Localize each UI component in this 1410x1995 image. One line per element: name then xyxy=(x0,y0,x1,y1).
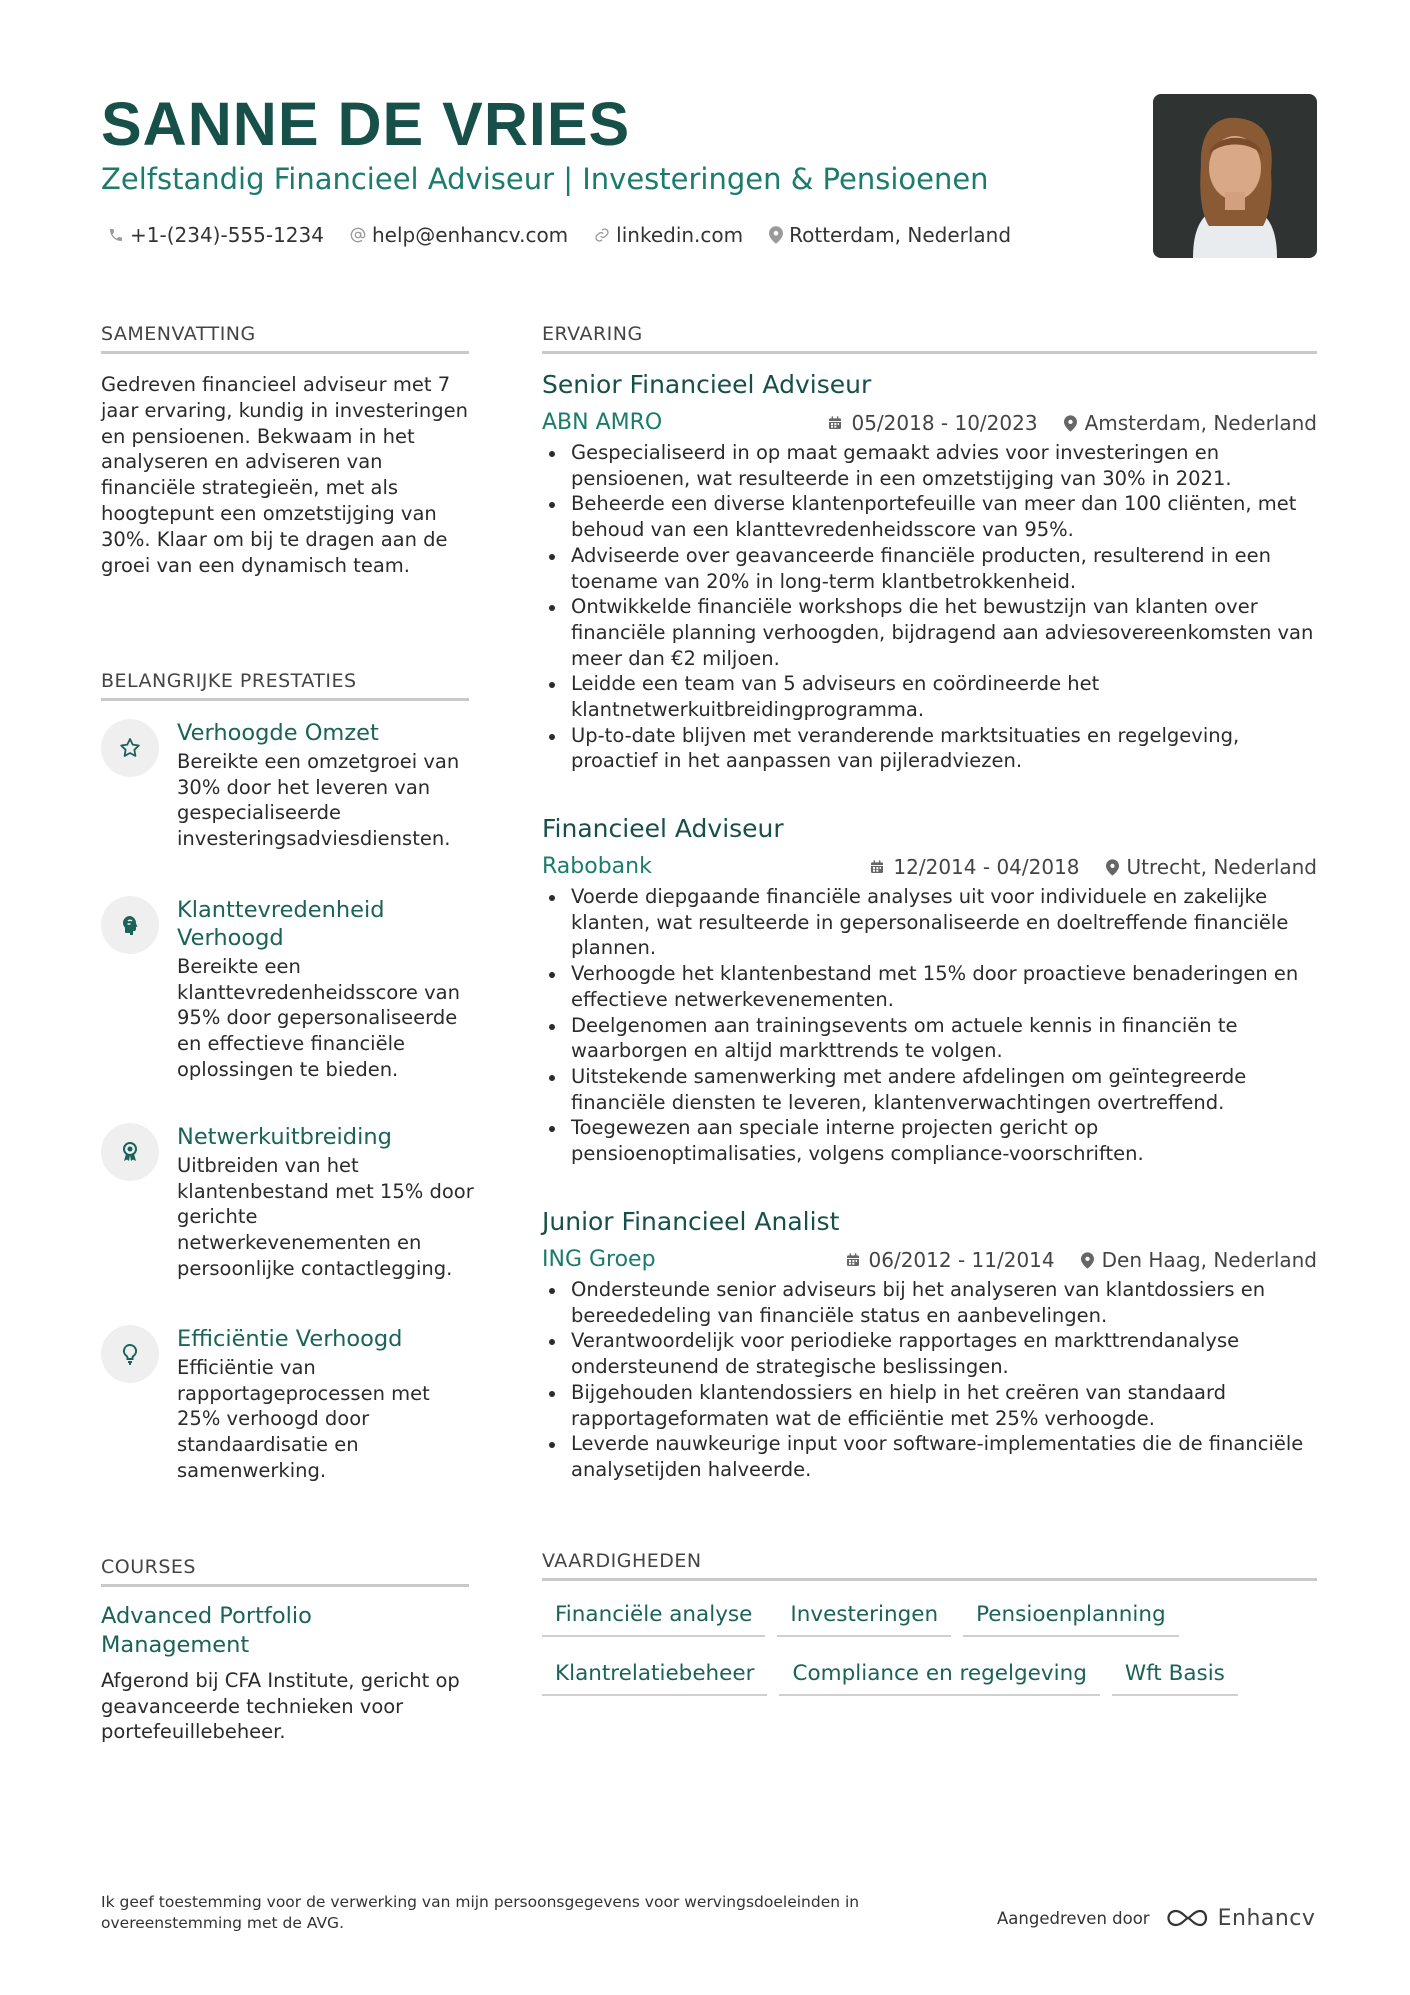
achievement-body xyxy=(177,896,477,1083)
email-text: help@enhancv.com xyxy=(371,223,569,247)
job-dates-text: 05/2018 - 10/2023 xyxy=(851,411,1038,435)
achievement-icon-wrap xyxy=(101,1325,159,1383)
job-dates xyxy=(845,1245,1055,1275)
contact-location xyxy=(769,223,1011,247)
calendar-icon xyxy=(869,859,885,875)
at-icon xyxy=(350,227,366,243)
job-location xyxy=(1064,408,1317,438)
achievement-title: Klanttevredenheid Verhoogd xyxy=(177,897,385,951)
job-bullet: Uitstekende samenwerking met andere afdelingen om geïntegreerde financiële diensten te leveren, klantenverwachtingen overtreffend. xyxy=(542,1064,1317,1115)
profile-photo xyxy=(1153,94,1317,258)
brain-icon xyxy=(118,913,142,937)
enhancv-brand: Enhancv xyxy=(1217,1905,1316,1931)
award-icon xyxy=(118,1140,142,1164)
job-location-text: Utrecht, Nederland xyxy=(1126,855,1317,879)
powered-by-label: Aangedreven door xyxy=(997,1908,1150,1928)
job-entry xyxy=(542,814,1317,1167)
job-bullet: Ondersteunde senior adviseurs bij het analyseren van klantdossiers en bereededeling van financiële status en aanbevelingen. xyxy=(542,1277,1317,1328)
skills-row xyxy=(542,1597,1317,1637)
skill-tag: Compliance en regelgeving xyxy=(779,1656,1099,1696)
enhancv-logo-icon xyxy=(1162,1905,1212,1931)
contact-linkedin[interactable] xyxy=(594,223,743,247)
consent-text: Ik geef toestemming voor de verwerking van mijn persoonsgegevens voor wervingsdoeleinden in overeenstemming met de AVG. xyxy=(101,1893,860,1932)
achievement-title: Efficiëntie Verhoogd xyxy=(177,1326,403,1352)
achievement-icon-wrap xyxy=(101,1123,159,1181)
job-dates-text: 06/2012 - 11/2014 xyxy=(868,1248,1055,1272)
skills-heading: VAARDIGHEDEN xyxy=(542,1549,1317,1581)
job-details xyxy=(869,852,1317,882)
phone-text: +1-(234)-555-1234 xyxy=(130,223,324,247)
job-title: Junior Financieel Analist xyxy=(542,1207,840,1236)
contact-phone xyxy=(108,223,324,247)
job-entry xyxy=(542,370,1317,774)
candidate-name: SANNE DE VRIES xyxy=(101,90,631,158)
job-bullet: Voerde diepgaande financiële analyses uit voor individuele en zakelijke klanten, wat resulteerde in gepersonaliseerde en doeltreffende financiële plannen. xyxy=(542,884,1317,961)
job-bullet: Verantwoordelijk voor periodieke rapportages en markttrendanalyse ondersteunend de strategische beslissingen. xyxy=(542,1328,1317,1379)
calendar-icon xyxy=(827,415,843,431)
link-icon xyxy=(594,227,610,243)
powered-by[interactable] xyxy=(997,1905,1315,1931)
candidate-title: Zelfstandig Financieel Adviseur | Investeringen & Pensioenen xyxy=(101,162,989,196)
job-bullet: Deelgenomen aan trainingsevents om actuele kennis in financiën te waarborgen en altijd markttrends te volgen. xyxy=(542,1013,1317,1064)
job-meta xyxy=(542,1245,1317,1275)
job-details xyxy=(827,408,1317,438)
skill-tag: Klantrelatiebeheer xyxy=(542,1656,767,1696)
job-title: Senior Financieel Adviseur xyxy=(542,370,872,399)
job-bullet: Leidde een team van 5 adviseurs en coördineerde het klantnetwerkuitbreidingprogramma. xyxy=(542,671,1317,722)
achievement-desc: Efficiëntie van rapportageprocessen met 25% verhoogd door standaardisatie en samenwerking. xyxy=(177,1356,430,1482)
skill-tag: Wft Basis xyxy=(1112,1656,1238,1696)
job-bullet: Beheerde een diverse klantenportefeuille van meer dan 100 cliënten, met behoud van een klanttevredenheidsscore van 95%. xyxy=(542,491,1317,542)
job-title: Financieel Adviseur xyxy=(542,814,784,843)
achievement-body xyxy=(177,1123,477,1282)
job-dates xyxy=(869,852,1079,882)
achievement-desc: Bereikte een omzetgroei van 30% door het leveren van gespecialiseerde investeringsadviesdiensten. xyxy=(177,750,460,851)
achievement-icon-wrap xyxy=(101,719,159,777)
lightbulb-icon xyxy=(118,1342,142,1366)
job-entry xyxy=(542,1207,1317,1483)
course-title: Advanced Portfolio Management xyxy=(101,1603,312,1658)
skill-tag: Financiële analyse xyxy=(542,1597,765,1637)
contact-bar xyxy=(108,220,1037,250)
job-bullet: Toegewezen aan speciale interne projecten gericht op pensioenoptimalisaties, volgens compliance-voorschriften. xyxy=(542,1115,1317,1166)
job-bullet: Leverde nauwkeurige input voor software-implementaties die de financiële analysetijden halveerde. xyxy=(542,1431,1317,1482)
job-bullet: Bijgehouden klantendossiers en hielp in het creëren van standaard rapportageformaten wat de efficiëntie met 25% verhoogde. xyxy=(542,1380,1317,1431)
job-bullets xyxy=(542,440,1317,774)
location-pin-icon xyxy=(1106,859,1119,876)
achievement-body xyxy=(177,1325,477,1484)
job-company: ING Groep xyxy=(542,1247,656,1272)
skills-list xyxy=(542,1597,1317,1715)
achievement-title: Verhoogde Omzet xyxy=(177,720,379,746)
location-pin-icon xyxy=(769,226,783,244)
star-icon xyxy=(118,736,142,760)
job-location xyxy=(1081,1245,1317,1275)
job-location-text: Den Haag, Nederland xyxy=(1101,1248,1317,1272)
location-text: Rotterdam, Nederland xyxy=(789,223,1012,247)
job-location xyxy=(1106,852,1317,882)
location-pin-icon xyxy=(1081,1252,1094,1269)
job-bullet: Up-to-date blijven met veranderende marktsituaties en regelgeving, proactief in het aanpassen van pijleradviezen. xyxy=(542,723,1317,774)
phone-icon xyxy=(108,227,124,243)
course-desc: Afgerond bij CFA Institute, gericht op geavanceerde technieken voor portefeuillebeheer. xyxy=(101,1669,460,1744)
job-details xyxy=(845,1245,1317,1275)
summary-text: Gedreven financieel adviseur met 7 jaar ervaring, kundig in investeringen en pensioenen. Bekwaam in het analyseren en adviseren van financiële strategieën, met als hoogtepunt een omzetstijging van 30%. Klaar om bij te dragen aan de groei van een dynamisch team. xyxy=(101,373,469,577)
job-bullet: Gespecialiseerd in op maat gemaakt advies voor investeringen en pensioenen, wat resulteerde in een omzetstijging van 30% in 2021. xyxy=(542,440,1317,491)
job-meta xyxy=(542,408,1317,438)
achievements-heading: BELANGRIJKE PRESTATIES xyxy=(101,669,469,701)
achievement-desc: Uitbreiden van het klantenbestand met 15% door gerichte netwerkevenementen en persoonlijke contactlegging. xyxy=(177,1154,474,1280)
job-bullets xyxy=(542,1277,1317,1483)
achievement-desc: Bereikte een klanttevredenheidsscore van 95% door gepersonaliseerde en effectieve financiële oplossingen te bieden. xyxy=(177,955,460,1081)
skills-row xyxy=(542,1656,1317,1696)
courses-heading: COURSES xyxy=(101,1555,469,1587)
skill-tag: Investeringen xyxy=(777,1597,951,1637)
achievement-icon-wrap xyxy=(101,896,159,954)
summary-heading: SAMENVATTING xyxy=(101,322,469,354)
job-bullet: Verhoogde het klantenbestand met 15% door proactieve benaderingen en effectieve netwerkevenementen. xyxy=(542,961,1317,1012)
linkedin-text: linkedin.com xyxy=(616,223,744,247)
contact-email[interactable] xyxy=(350,223,568,247)
achievement-body xyxy=(177,719,477,852)
job-company: ABN AMRO xyxy=(542,410,663,435)
job-dates-text: 12/2014 - 04/2018 xyxy=(893,855,1080,879)
experience-heading: ERVARING xyxy=(542,322,1317,354)
job-location-text: Amsterdam, Nederland xyxy=(1084,411,1317,435)
job-bullets xyxy=(542,884,1317,1167)
location-pin-icon xyxy=(1064,415,1077,432)
job-bullet: Adviseerde over geavanceerde financiële producten, resulterend in een toename van 20% in long-term klantbetrokkenheid. xyxy=(542,543,1317,594)
job-bullet: Ontwikkelde financiële workshops die het bewustzijn van klanten over financiële planning verhoogden, bijdragend aan adviesovereenkomsten van meer dan €2 miljoen. xyxy=(542,594,1317,671)
skill-tag: Pensioenplanning xyxy=(963,1597,1179,1637)
job-dates xyxy=(827,408,1037,438)
job-company: Rabobank xyxy=(542,854,652,879)
achievement-title: Netwerkuitbreiding xyxy=(177,1124,392,1150)
calendar-icon xyxy=(845,1252,861,1268)
job-meta xyxy=(542,852,1317,882)
